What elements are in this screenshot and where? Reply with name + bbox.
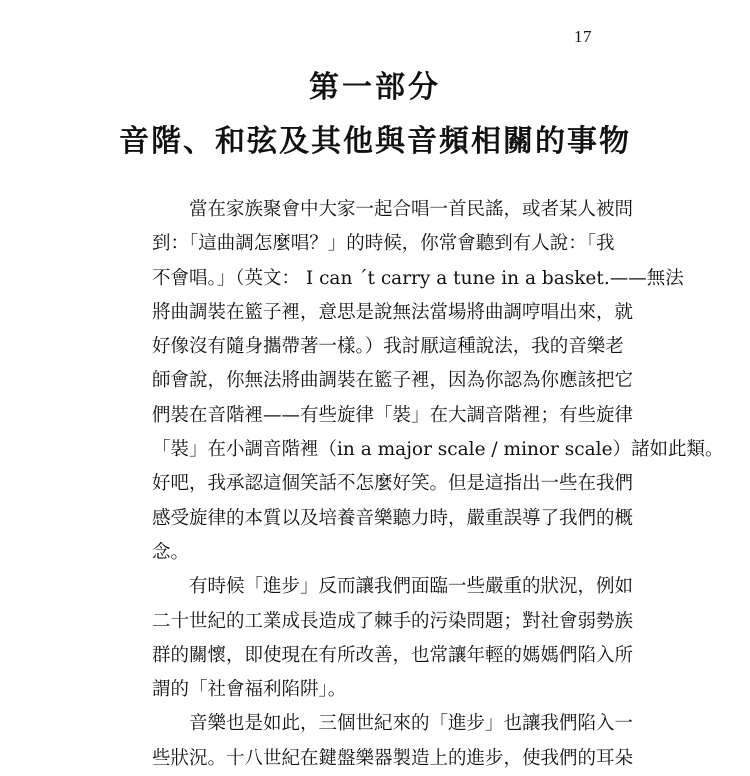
text-line: 音樂也是如此，三個世紀來的「進步」也讓我們陷入一 — [189, 713, 634, 735]
text-line: 二十世紀的工業成長造成了棘手的污染問題；對社會弱勢族 — [152, 610, 634, 632]
text-line: 師會說，你無法將曲調裝在籃子裡，因為你認為你應該把它 — [152, 370, 634, 392]
text-line: 「裝」在小調音階裡（in a major scale / minor scale）諸如此類。 — [152, 439, 724, 461]
text-line: 念。 — [152, 541, 190, 563]
text-line: 有時候「進步」反而讓我們面臨一些嚴重的狀況，例如 — [189, 576, 634, 598]
text-line: 感受旋律的本質以及培養音樂聽力時，嚴重誤導了我們的概 — [152, 507, 634, 529]
chapter-title: 音階、和弦及其他與音頻相關的事物 — [119, 124, 631, 159]
text-line: 不會唱。」（英文： I can ˊt carry a tune in a basket.——無法 — [152, 267, 684, 289]
text-line: 好像沒有隨身攜帶著一樣。）我討厭這種說法，我的音樂老 — [152, 336, 624, 358]
text-line: 將曲調裝在籃子裡，意思是說無法當場將曲調哼唱出來，就 — [152, 301, 634, 323]
text-line: 好吧，我承認這個笑話不怎麼好笑。但是這指出一些在我們 — [152, 473, 634, 495]
text-line: 謂的「社會福利陷阱」。 — [152, 679, 347, 701]
body-text — [152, 193, 724, 776]
page-number: 17 — [574, 27, 592, 46]
text-line: 當在家族聚會中大家一起合唱一首民謠，或者某人被問 — [189, 199, 634, 220]
text-line: 們裝在音階裡——有些旋律「裝」在大調音階裡；有些旋律 — [152, 404, 634, 426]
part-title: 第一部分 — [309, 70, 441, 105]
text-line: 到：「這曲調怎麼唱？」的時候，你常會聽到有人說：「我 — [152, 233, 615, 255]
text-line: 些狀況。十八世紀在鍵盤樂器製造上的進步，使我們的耳朵 — [152, 747, 634, 769]
text-line: 群的關懷，即使現在有所改善，也常讓年輕的媽媽們陷入所 — [152, 644, 634, 666]
